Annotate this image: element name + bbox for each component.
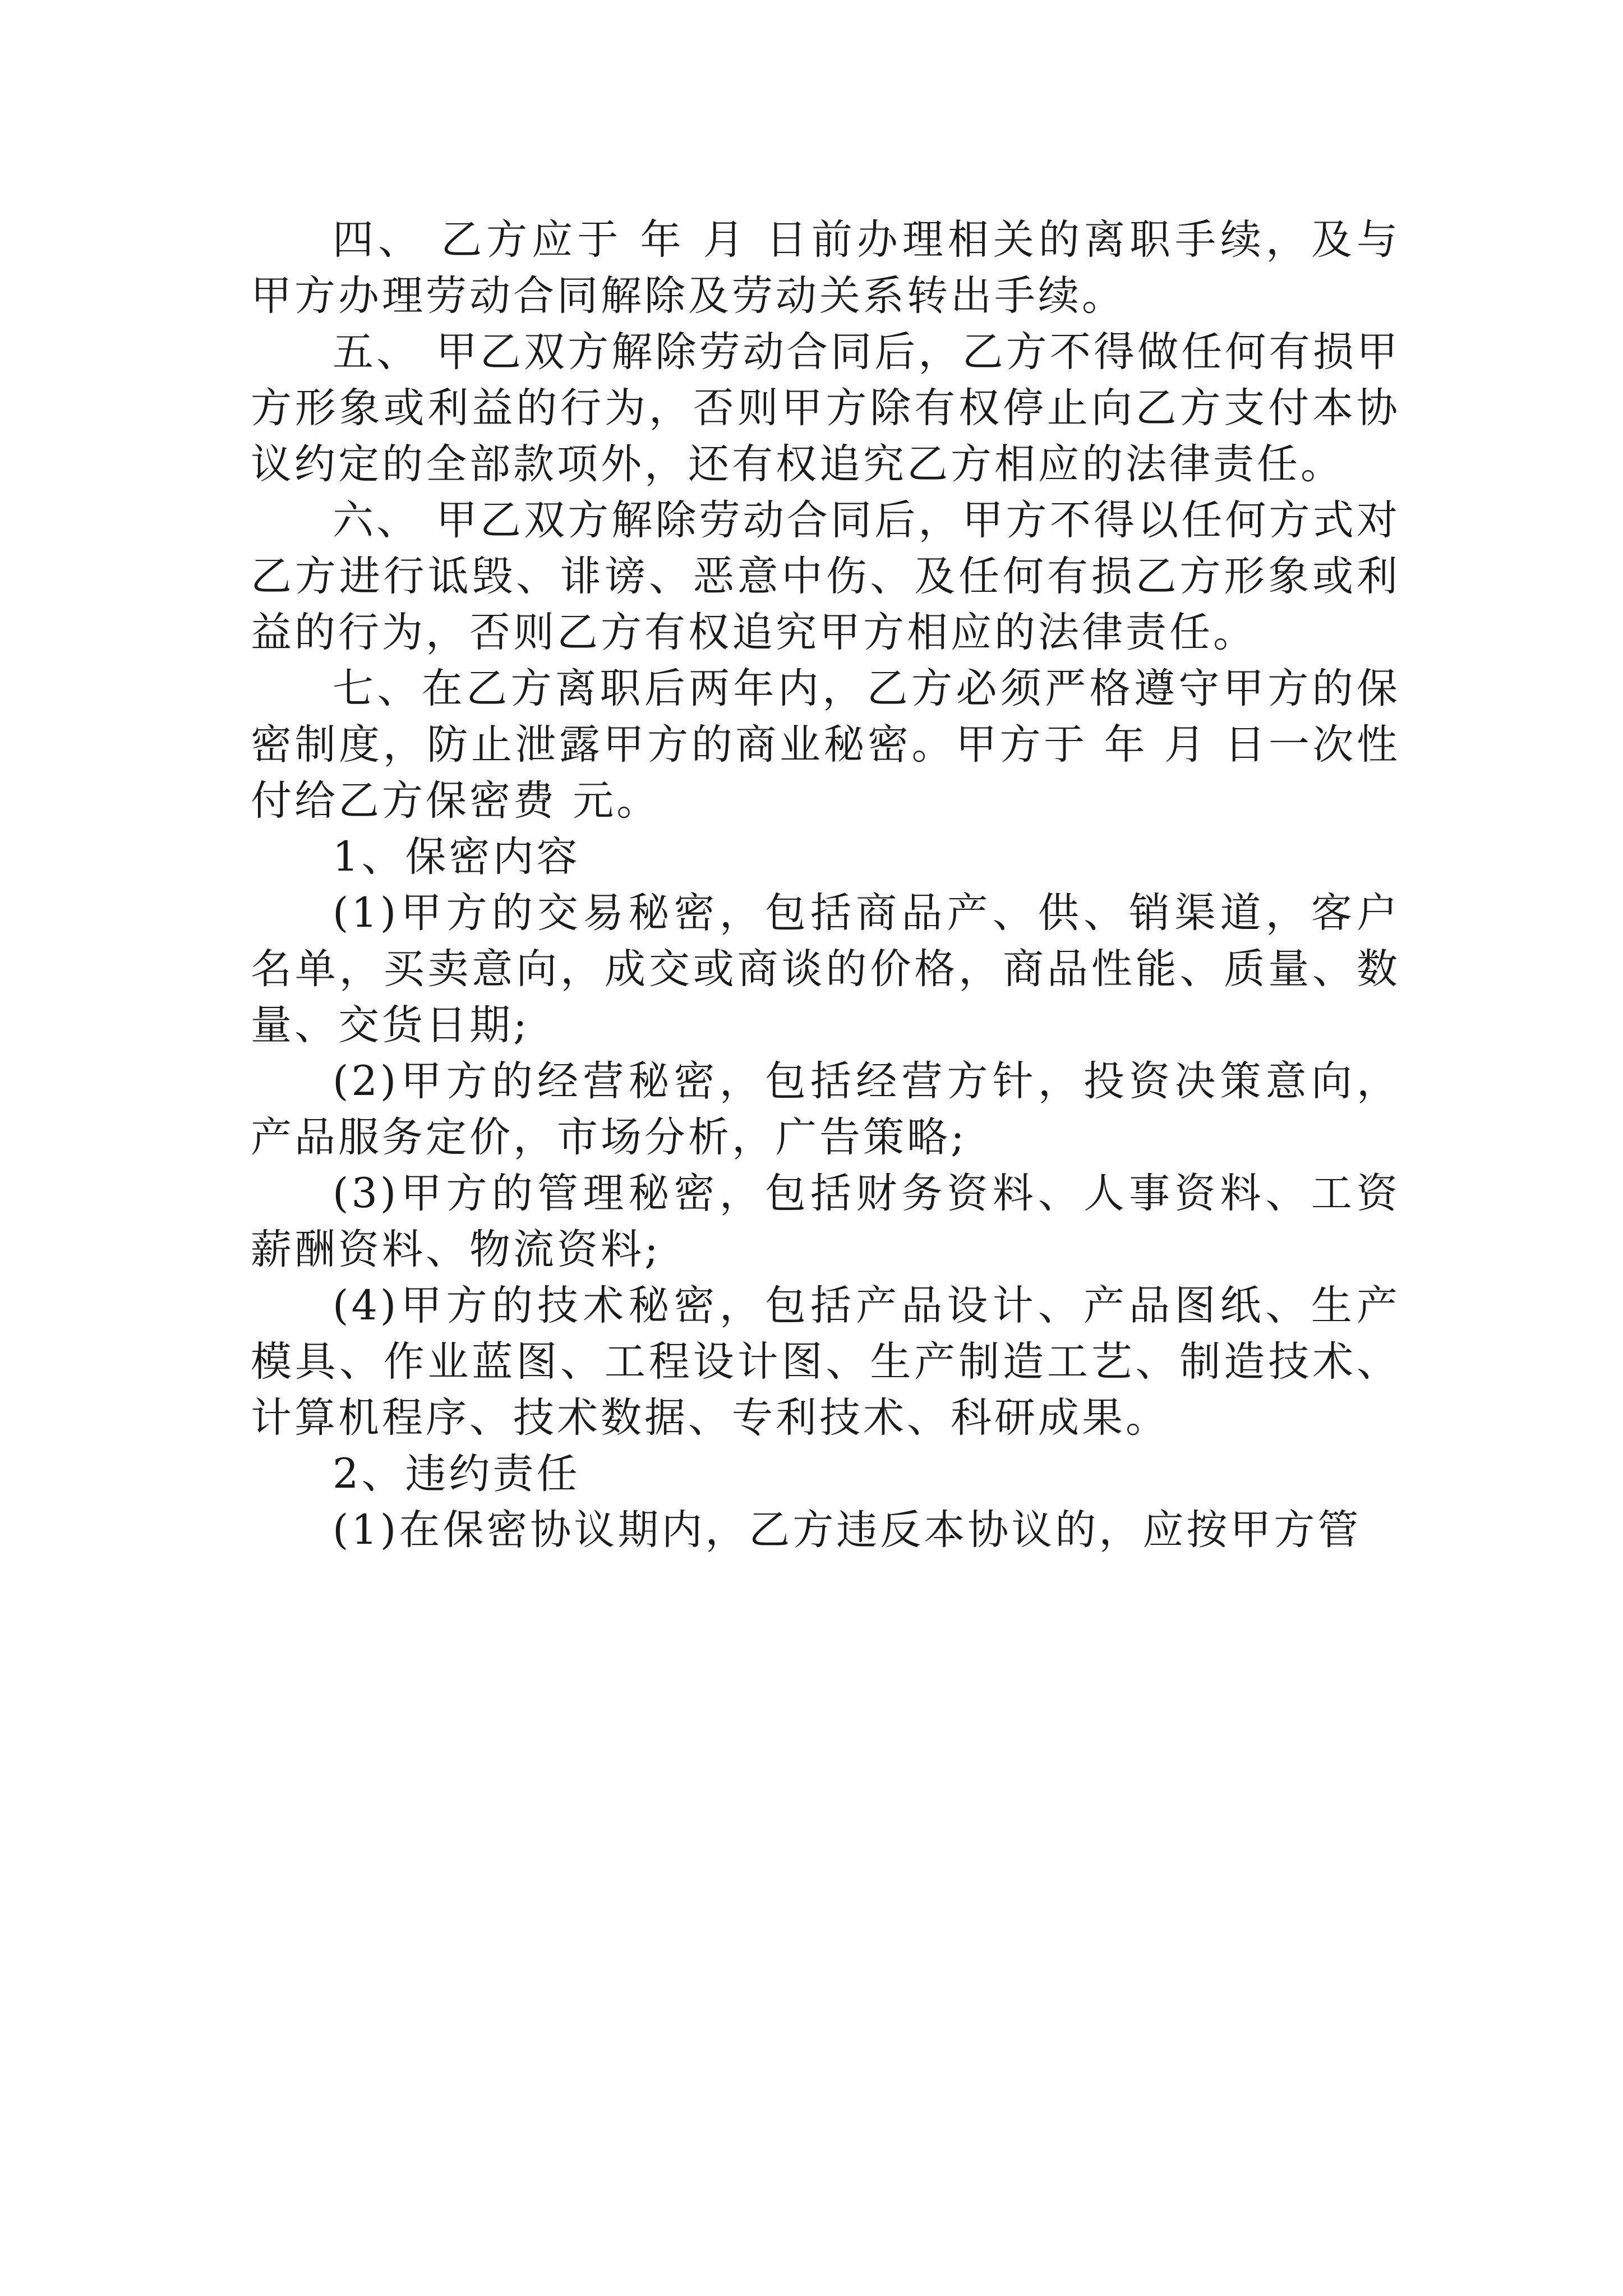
- technical-secret-paragraph: (4)甲方的技术秘密，包括产品设计、产品图纸、生产模具、作业蓝图、工程设计图、生产制造工艺、制造技术、计算机程序、技术数据、专利技术、科研成果。: [251, 1282, 1400, 1442]
- document-body: [251, 212, 1400, 1558]
- liability-item-1-paragraph: (1)在保密协议期内，乙方违反本协议的，应按甲方管: [333, 1506, 1362, 1554]
- liability-heading: 2、违约责任: [333, 1450, 580, 1498]
- management-secret-paragraph: (3)甲方的管理秘密，包括财务资料、人事资料、工资薪酬资料、物流资料;: [251, 1170, 1400, 1273]
- clause-4-paragraph: 四、 乙方应于 年 月 日前办理相关的离职手续，及与甲方办理劳动合同解除及劳动关系转出手续。: [251, 216, 1400, 320]
- clause-7-paragraph: 七、在乙方离职后两年内，乙方必须严格遵守甲方的保密制度，防止泄露甲方的商业秘密。甲方于 年 月 日一次性付给乙方保密费 元。: [251, 665, 1400, 825]
- confidentiality-content-heading: 1、保密内容: [333, 833, 580, 881]
- business-secret-paragraph: (2)甲方的经营秘密，包括经营方针，投资决策意向，产品服务定价，市场分析，广告策略;: [251, 1057, 1400, 1161]
- clause-6-paragraph: 六、 甲乙双方解除劳动合同后，甲方不得以任何方式对乙方进行诋毁、诽谤、恶意中伤、及任何有损乙方形象或利益的行为，否则乙方有权追究甲方相应的法律责任。: [251, 496, 1400, 656]
- trade-secret-paragraph: (1)甲方的交易秘密，包括商品产、供、销渠道，客户名单，买卖意向，成交或商谈的价格，商品性能、质量、数量、交货日期;: [251, 889, 1400, 1049]
- clause-5-paragraph: 五、 甲乙双方解除劳动合同后，乙方不得做任何有损甲方形象或利益的行为，否则甲方除有权停止向乙方支付本协议约定的全部款项外，还有权追究乙方相应的法律责任。: [251, 328, 1400, 488]
